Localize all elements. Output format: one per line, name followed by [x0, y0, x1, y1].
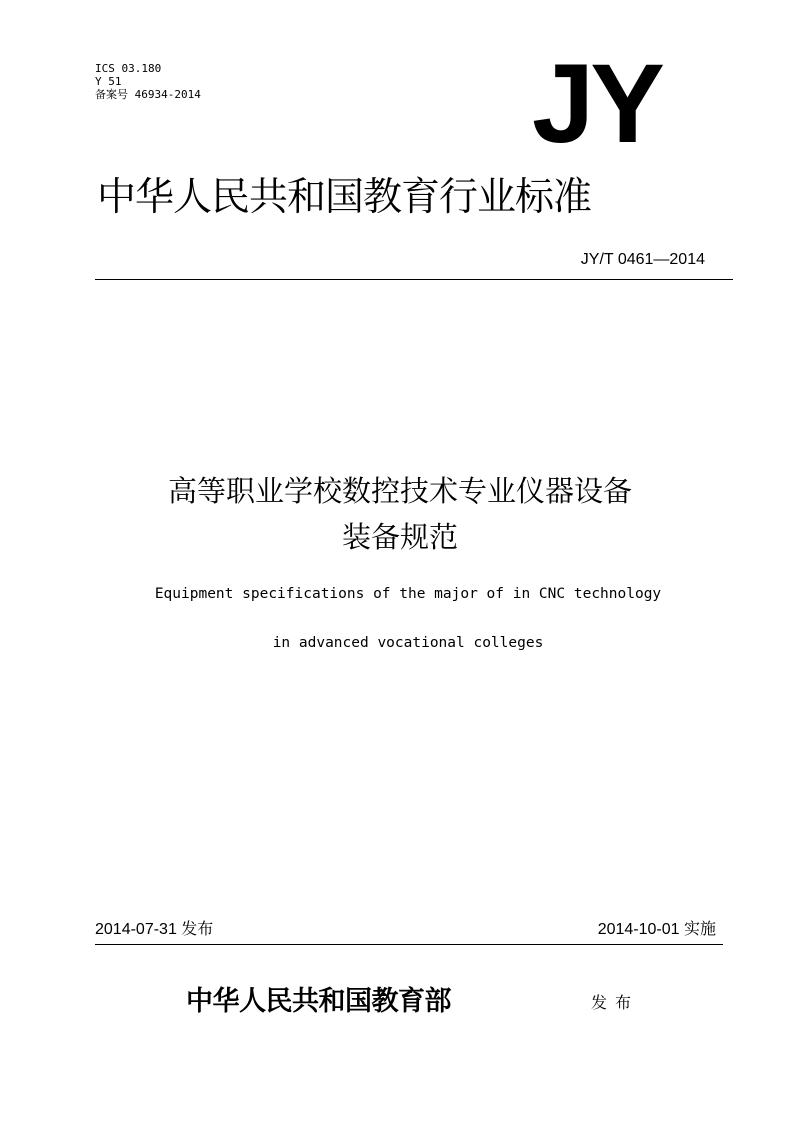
- document-title-line1: 高等职业学校数控技术专业仪器设备: [167, 474, 632, 508]
- standard-code: JY/T 0461—2014: [580, 251, 705, 268]
- document-title-line2: 装备规范: [341, 520, 458, 554]
- jy-logo: JY: [532, 41, 661, 166]
- implementation-date: 2014-10-01 实施: [597, 921, 716, 938]
- publish-date: 2014-07-31 发布: [95, 921, 214, 938]
- issuing-ministry: 中华人民共和国教育部: [186, 986, 451, 1017]
- english-title-line2: in advanced vocational colleges: [272, 635, 544, 651]
- classification-code: Y 51: [95, 75, 122, 88]
- filing-number: 备案号 46934-2014: [95, 88, 201, 101]
- ics-code: ICS 03.180: [95, 62, 162, 75]
- bottom-divider: [95, 944, 723, 945]
- english-title-line1: Equipment specifications of the major of in CNC technology: [154, 586, 662, 602]
- standard-type-title: 中华人民共和国教育行业标准: [97, 175, 592, 220]
- issue-label: 发布: [591, 993, 640, 1012]
- top-divider: [95, 279, 733, 280]
